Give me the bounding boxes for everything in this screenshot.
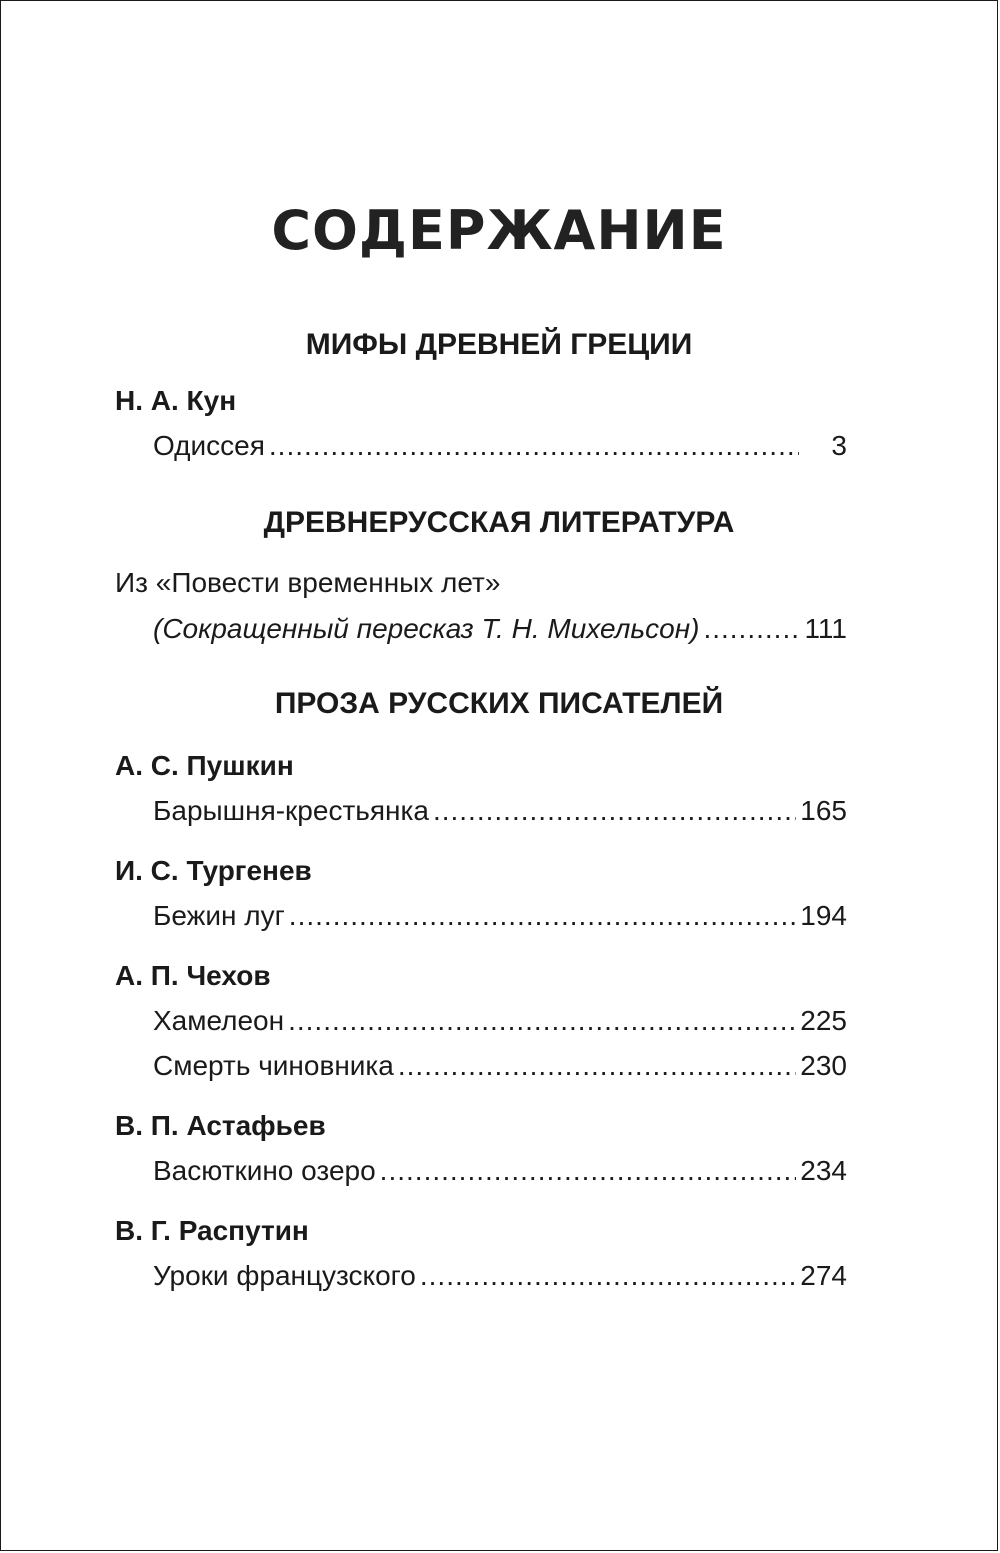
author-kun: Н. А. Кун bbox=[115, 385, 237, 416]
section-heading-myths: МИФЫ ДРЕВНЕЙ ГРЕЦИИ bbox=[305, 328, 693, 361]
entry-page: 230 bbox=[800, 1050, 847, 1081]
entry-page: 165 bbox=[800, 795, 847, 826]
leader-dots bbox=[269, 429, 799, 463]
author-pushkin: А. С. Пушкин bbox=[115, 750, 294, 781]
entry-page: 234 bbox=[800, 1155, 847, 1186]
author-turgenev: И. С. Тургенев bbox=[115, 855, 312, 886]
toc-entry-retelling[interactable] bbox=[153, 612, 847, 646]
leader-dots bbox=[703, 612, 800, 646]
entry-page: 194 bbox=[800, 900, 847, 931]
toc-entry-khameleon[interactable] bbox=[153, 1004, 847, 1038]
entry-page: 274 bbox=[800, 1260, 847, 1291]
page-title: СОДЕРЖАНИЕ bbox=[271, 199, 727, 262]
toc-entry-odyssey[interactable] bbox=[153, 429, 847, 463]
toc-entry-vasyutkino-ozero[interactable] bbox=[153, 1154, 847, 1188]
entry-title: Уроки французского bbox=[153, 1260, 416, 1291]
entry-title: Барышня-крестьянка bbox=[153, 795, 429, 826]
entry-title: Одиссея bbox=[153, 430, 265, 461]
toc-entry-smert-chinovnika[interactable] bbox=[153, 1049, 847, 1083]
entry-title: Бежин луг bbox=[153, 900, 285, 931]
entry-title: Хамелеон bbox=[153, 1005, 285, 1036]
leader-dots bbox=[288, 1004, 796, 1038]
entry-page: 111 bbox=[804, 613, 847, 644]
author-chekhov: А. П. Чехов bbox=[115, 960, 271, 991]
section-heading-old-russian: ДРЕВНЕРУССКАЯ ЛИТЕРАТУРА bbox=[263, 506, 735, 539]
author-astafyev: В. П. Астафьев bbox=[115, 1110, 326, 1141]
toc-entry-uroki-frantsuzskogo[interactable] bbox=[153, 1259, 847, 1293]
leader-dots bbox=[398, 1049, 796, 1083]
entry-title: Из «Повести временных лет» bbox=[115, 567, 501, 598]
leader-dots bbox=[433, 794, 796, 828]
author-rasputin: В. Г. Распутин bbox=[115, 1215, 309, 1246]
toc-entry-tale-of-bygone-years[interactable] bbox=[115, 566, 847, 600]
leader-dots bbox=[380, 1154, 797, 1188]
section-heading-prose: ПРОЗА РУССКИХ ПИСАТЕЛЕЙ bbox=[274, 687, 724, 720]
entry-subtitle: (Сокращенный пересказ Т. Н. Михельсон) bbox=[153, 613, 700, 644]
toc-entry-baryshnya[interactable] bbox=[153, 794, 847, 828]
entry-page: 3 bbox=[831, 430, 847, 461]
entry-title: Смерть чиновника bbox=[153, 1050, 394, 1081]
toc-entry-bezhin-lug[interactable] bbox=[153, 899, 847, 933]
leader-dots bbox=[289, 899, 796, 933]
entry-page: 225 bbox=[800, 1005, 847, 1036]
leader-dots bbox=[420, 1259, 796, 1293]
entry-title: Васюткино озеро bbox=[153, 1155, 376, 1186]
